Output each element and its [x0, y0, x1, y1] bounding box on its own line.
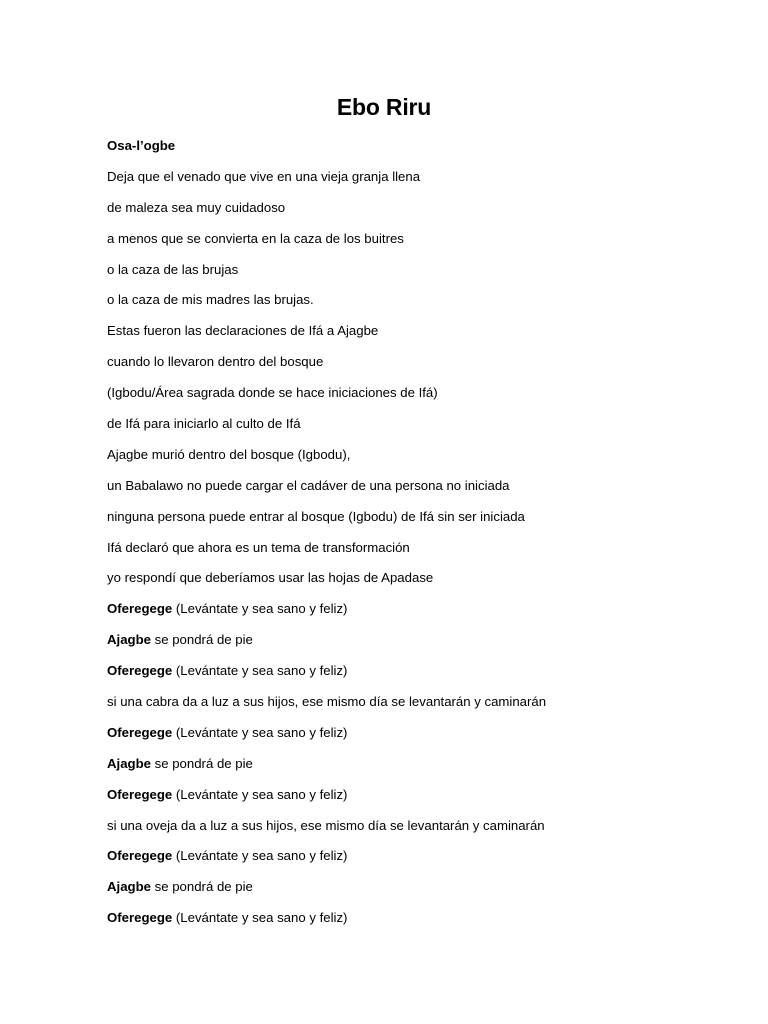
line-text: ninguna persona puede entrar al bosque (Igbodu) de Ifá sin ser iniciada — [107, 508, 525, 524]
line-text: (Levántate y sea sano y feliz) — [172, 663, 348, 679]
line-text: se pondrá de pie — [150, 632, 253, 648]
line-bold-text: Oferegege — [107, 910, 173, 926]
line-bold-text: Ajagbe — [107, 879, 151, 895]
text-line — [107, 908, 727, 939]
line-text: (Igbodu/Área sagrada donde se hace iniciaciones de Ifá) — [107, 385, 438, 401]
text-line — [107, 723, 727, 754]
line-text: a menos que se convierta en la caza de los buitres — [107, 230, 404, 246]
text-line — [107, 476, 727, 507]
text-line — [107, 414, 727, 445]
line-text: (Levántate y sea sano y feliz) — [172, 601, 348, 617]
text-line — [107, 290, 727, 321]
line-text: (Levántate y sea sano y feliz) — [172, 724, 348, 740]
line-text: o la caza de las brujas — [107, 261, 239, 277]
text-line — [107, 785, 727, 816]
line-text: Estas fueron las declaraciones de Ifá a Ajagbe — [107, 323, 379, 339]
line-text: si una cabra da a luz a sus hijos, ese mismo día se levantarán y caminarán — [107, 694, 547, 710]
line-bold-text: Oferegege — [107, 601, 173, 617]
text-line — [107, 260, 727, 291]
line-text: de Ifá para iniciarlo al culto de Ifá — [107, 416, 301, 432]
line-text: o la caza de mis madres las brujas. — [107, 292, 314, 308]
line-bold-text: Oferegege — [107, 848, 173, 864]
line-text: (Levántate y sea sano y feliz) — [172, 786, 348, 802]
line-text: yo respondí que deberíamos usar las hojas de Apadase — [107, 570, 434, 586]
text-line — [107, 538, 727, 569]
text-line — [107, 568, 727, 599]
text-line — [107, 599, 727, 630]
text-line — [107, 352, 727, 383]
line-text: (Levántate y sea sano y feliz) — [172, 848, 348, 864]
text-line — [107, 846, 727, 877]
text-line — [107, 630, 727, 661]
poem-body — [107, 136, 727, 939]
line-text: Ifá declaró que ahora es un tema de transformación — [107, 539, 410, 555]
line-bold-text: Oferegege — [107, 724, 173, 740]
line-text: un Babalawo no puede cargar el cadáver de una persona no iniciada — [107, 477, 510, 493]
document-title: Ebo Riru — [336, 94, 432, 120]
text-line — [107, 321, 727, 352]
line-text: cuando lo llevaron dentro del bosque — [107, 354, 324, 370]
line-bold-text: Ajagbe — [107, 755, 151, 771]
text-line — [107, 136, 727, 167]
text-line — [107, 877, 727, 908]
line-bold-text: Oferegege — [107, 786, 173, 802]
line-text: Ajagbe murió dentro del bosque (Igbodu), — [107, 446, 351, 462]
line-text: Deja que el venado que vive en una vieja granja llena — [107, 168, 421, 184]
text-line — [107, 507, 727, 538]
text-line — [107, 661, 727, 692]
text-line — [107, 816, 727, 847]
text-line — [107, 229, 727, 260]
line-bold-text: Osa-l’ogbe — [107, 138, 176, 153]
text-line — [107, 198, 727, 229]
line-text: se pondrá de pie — [150, 755, 253, 771]
text-line — [107, 692, 727, 723]
text-line — [107, 754, 727, 785]
text-line — [107, 445, 727, 476]
text-line — [107, 383, 727, 414]
line-text: (Levántate y sea sano y feliz) — [172, 910, 348, 926]
line-text: de maleza sea muy cuidadoso — [107, 199, 286, 215]
line-text: si una oveja da a luz a sus hijos, ese mismo día se levantarán y caminarán — [107, 817, 545, 833]
text-line — [107, 167, 727, 198]
line-text: se pondrá de pie — [150, 879, 253, 895]
line-bold-text: Ajagbe — [107, 632, 151, 648]
line-bold-text: Oferegege — [107, 663, 173, 679]
